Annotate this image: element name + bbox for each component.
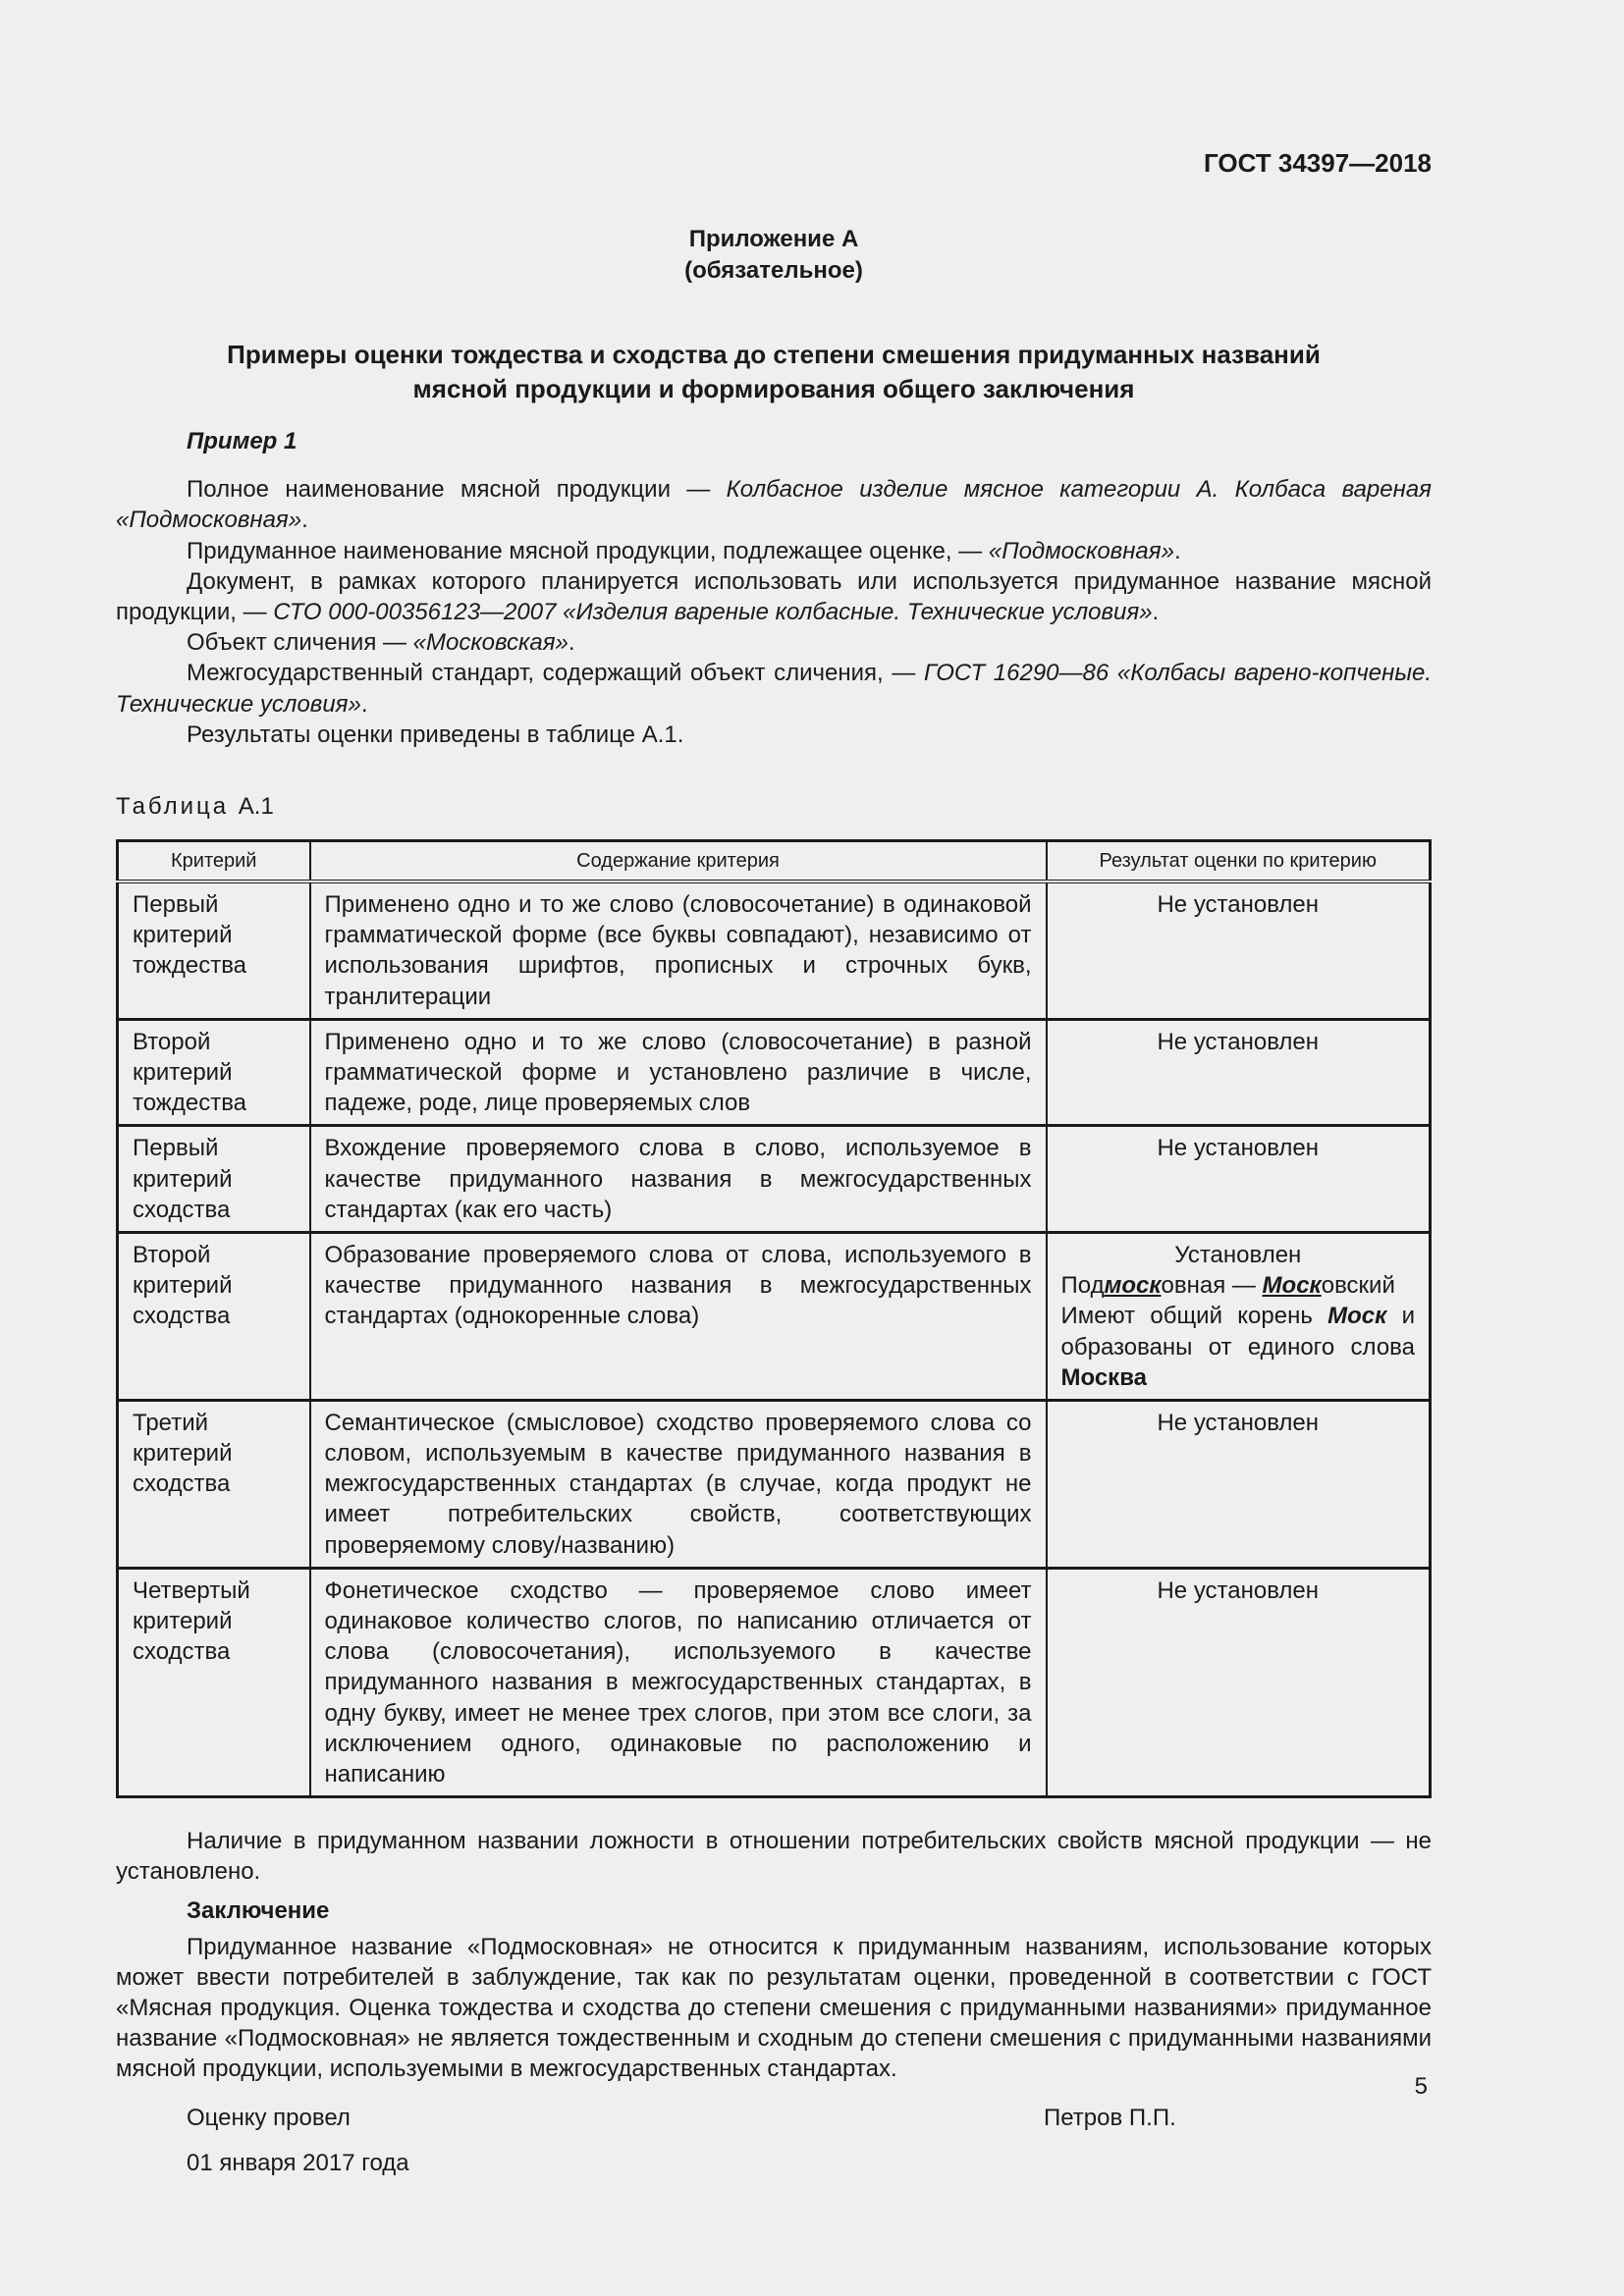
caption-word: Таблица (116, 792, 230, 820)
conclusion-heading: Заключение (187, 1896, 330, 1924)
appendix-title: Приложение А (688, 226, 859, 252)
after-table (116, 1826, 1432, 2178)
cell-criterion: Первый критерий тождества (118, 881, 310, 1019)
cell-content: Применено одно и то же слово (словосочетание) в одинаковой грамматической форме (все буквы совпадают), независимо от использования шрифтов, прописных и строчных букв, транлитерации (310, 881, 1047, 1019)
table-header-row (118, 841, 1431, 882)
example-heading: Пример 1 (187, 428, 298, 454)
result-word-pair (1061, 1270, 1416, 1301)
cell-criterion: Первый критерий сходства (118, 1126, 310, 1233)
paragraph-full-name (116, 474, 1432, 535)
paragraph-comparison-object (116, 627, 1432, 658)
source-word: Москва (1060, 1363, 1147, 1391)
cell-criterion: Четвертый критерий сходства (118, 1568, 310, 1796)
text-tail: . (1173, 537, 1181, 564)
criteria-table (116, 839, 1432, 1798)
text-plain: Документ, в рамках которого планируется использовать или используется придуманное название мясной продукции, — (116, 567, 1432, 625)
result-status: Установлен (1174, 1241, 1302, 1268)
cell-content: Фонетическое сходство — проверяемое слово имеет одинаковое количество слогов, по написанию отличается от слова (словосочетания), используемого в качестве придуманного названия в межгосударственных стандартах, в одну букву, имеет не менее трех слогов, при этом все слоги, за исключением одного, одинаковые по расположению и написанию (310, 1568, 1047, 1796)
text-plain: Объект сличения — (187, 629, 413, 657)
table-row (118, 1126, 1431, 1233)
cell-result: Не установлен (1047, 1019, 1431, 1126)
text-italic: «Московская» (412, 629, 568, 657)
result-explanation (1061, 1301, 1416, 1393)
table-row (118, 1232, 1431, 1400)
word-suffix: овский (1321, 1272, 1395, 1300)
root-highlight: Моск (1262, 1272, 1322, 1300)
cell-result: Не установлен (1047, 881, 1431, 1019)
cell-content: Применено одно и то же слово (словосочетание) в разной грамматической форме и установлено различие в числе, падеже, роде, лице проверяемых слов (310, 1019, 1047, 1126)
title-line-2: мясной продукции и формирования общего заключения (412, 374, 1135, 404)
cell-result-established (1047, 1232, 1431, 1400)
table-row (118, 1400, 1431, 1568)
title-line-1: Примеры оценки тождества и сходства до степени смешения придуманных названий (227, 340, 1321, 369)
cell-result: Не установлен (1047, 1400, 1431, 1568)
caption-number: А.1 (238, 792, 274, 820)
page-number: 5 (1414, 2073, 1428, 2100)
table-row (118, 1568, 1431, 1796)
table-row (118, 1019, 1431, 1126)
word-suffix: овная — (1161, 1272, 1263, 1300)
paragraph-invented-name (116, 536, 1432, 566)
document-title (116, 338, 1432, 406)
signature-date: 01 января 2017 года (187, 2149, 409, 2176)
text-italic: Колбасное изделие мясное категории А. Колбаса вареная «Подмосковная» (116, 476, 1433, 534)
paragraph-conclusion: Придуманное название «Подмосковная» не относится к придуманным названиям, использование которых может ввести потребителей в заблуждение, так как по результатам оценки, проведенной в соответствии с ГОСТ «Мясная продукция. Оценка тождества и сходства до степени смешения с придуманными названиями» придуманное название «Подмосковная» не является тождественным и сходным до степени смешения с придуманными названиями мясной продукции, используемыми в межгосударственных стандартах. (116, 1933, 1432, 2083)
cell-content: Образование проверяемого слова от слова, используемого в качестве придуманного названия в межгосударственных стандартах (однокоренные слова) (310, 1232, 1047, 1400)
header-content: Содержание критерия (310, 841, 1047, 882)
text-italic: «Подмосковная» (988, 537, 1174, 564)
paragraph-results-ref: Результаты оценки приведены в таблице А.1. (187, 721, 684, 748)
root-highlight: моск (1104, 1272, 1162, 1300)
signed-label: Оценку провел (187, 2104, 351, 2131)
text-plain: Придуманное наименование мясной продукции, подлежащее оценке, — (187, 537, 989, 564)
cell-criterion: Третий критерий сходства (118, 1400, 310, 1568)
text-tail: . (301, 507, 308, 534)
text-italic: ГОСТ 16290—86 «Колбасы варено-копченые. Технические условия» (116, 660, 1432, 718)
text-plain: Имеют общий корень (1060, 1303, 1328, 1330)
cell-criterion: Второй критерий тождества (118, 1019, 310, 1126)
text-tail: . (1152, 598, 1160, 625)
appendix-heading (116, 224, 1432, 288)
cell-criterion: Второй критерий сходства (118, 1232, 310, 1400)
cell-result: Не установлен (1047, 1126, 1431, 1233)
paragraph-document (116, 566, 1432, 627)
text-italic: СТО 000-00356123—2007 «Изделия вареные колбасные. Технические условия» (273, 598, 1153, 625)
table-caption (116, 791, 1432, 822)
header-criterion: Критерий (118, 841, 310, 882)
text-plain: и образованы от единого слова (1060, 1303, 1415, 1361)
standard-code: ГОСТ 34397—2018 (1204, 148, 1432, 178)
cell-result: Не установлен (1047, 1568, 1431, 1796)
paragraph-falsity: Наличие в придуманном названии ложности в отношении потребительских свойств мясной продукции — не установлено. (116, 1828, 1432, 1886)
table-row (118, 881, 1431, 1019)
text-tail: . (360, 690, 368, 718)
root-bold: Моск (1327, 1303, 1387, 1330)
paragraph-standard (116, 658, 1432, 719)
header-result: Результат оценки по критерию (1047, 841, 1431, 882)
cell-content: Вхождение проверяемого слова в слово, используемое в качестве придуманного названия в межгосударственных стандартах (как его часть) (310, 1126, 1047, 1233)
appendix-status: (обязательное) (684, 257, 863, 285)
word-prefix: Под (1060, 1272, 1105, 1300)
signer-name: Петров П.П. (1044, 2104, 1176, 2131)
text-tail: . (568, 629, 575, 657)
body (116, 426, 1432, 2178)
text-plain: Полное наименование мясной продукции — (187, 476, 727, 504)
signature-row (116, 2103, 1432, 2134)
cell-content: Семантическое (смысловое) сходство проверяемого слова со словом, используемым в качестве придуманного названия в межгосударственных стандартах (в случае, когда продукт не имеет потребительских свойств, соответствующих проверяемому слову/названию) (310, 1400, 1047, 1568)
text-plain: Межгосударственный стандарт, содержащий объект сличения, — (187, 660, 924, 687)
